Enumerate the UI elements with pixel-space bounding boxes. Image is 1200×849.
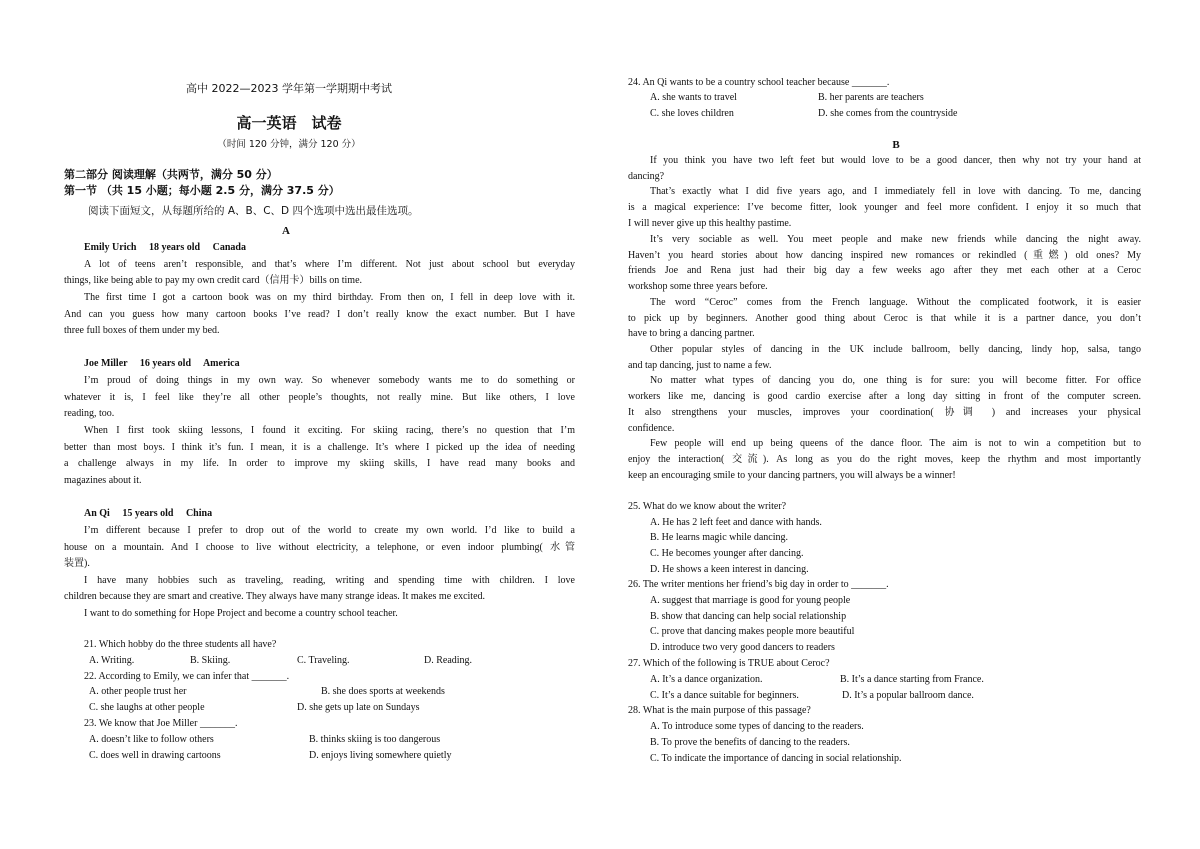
option-a: A. It’s a dance organization.	[650, 674, 763, 685]
option-b: B. her parents are teachers	[818, 92, 924, 103]
question-stem: 27. Which of the following is TRUE about Ceroc?	[628, 658, 830, 669]
passage-line: I have many hobbies such as traveling, reading, writing and spending time with children. I love	[84, 575, 575, 586]
passage-line: No matter what types of dancing you do, one thing is for sure: you will become fitter. For office	[650, 375, 1141, 386]
question-stem: 23. We know that Joe Miller _______.	[84, 718, 238, 729]
option-d: D. she comes from the countryside	[818, 108, 958, 119]
passage-line: That’s exactly what I did five years ago, and I immediately fell in love with dancing. To me, dancing	[650, 186, 1141, 197]
passage-line: reading, too.	[64, 408, 115, 419]
passage-line: dancing?	[628, 171, 665, 182]
option-b: B. show that dancing can help social relationship	[650, 611, 847, 622]
option-b: B. It’s a dance starting from France.	[840, 674, 984, 685]
passage-line: 装置).	[64, 558, 90, 569]
passage-line: keep an encouraging smile to your dancing partners, you will always be a winner!	[628, 470, 956, 481]
option-a: A. Writing.	[89, 655, 135, 666]
passage-line: The word “Ceroc” comes from the French language. Without the complicated footwork, it is easier	[650, 297, 1141, 308]
option-c: C. prove that dancing makes people more beautiful	[650, 626, 855, 637]
passage-line: house on a mountain. And I choose to live without electricity, a telephone, or even indoor plumbing( 水管	[64, 542, 575, 553]
student-heading: An Qi 15 years old China	[84, 508, 213, 519]
passage-a-label: A	[282, 225, 290, 237]
option-a: A. other people trust her	[89, 686, 187, 697]
part-title: 第二部分 阅读理解（共两节，满分 50 分）	[64, 168, 278, 181]
passage-line: a challenge always in my life. In order to improve my skiing skills, I have read many books and	[64, 458, 575, 469]
passage-line: better than most boys. I think it’s fun. I mean, it is a challenge. It’s where I picked up the idea of needing	[64, 442, 575, 453]
passage-line: friends Joe and Rena just had their big day a few weeks ago after they met each other at a Ceroc	[628, 265, 1141, 276]
passage-line: I want to do something for Hope Project and become a country school teacher.	[84, 608, 398, 619]
option-c: C. Traveling.	[297, 655, 350, 666]
question-stem: 28. What is the main purpose of this passage?	[628, 705, 811, 716]
passage-line: And can you guess how many cartoon books I’ve read? I don’t really know the exact number. But I have	[64, 309, 575, 320]
passage-line: When I first took skiing lessons, I found it exciting. For skiing racing, there’s no question that I’m	[84, 425, 575, 436]
option-d: D. Reading.	[424, 655, 473, 666]
question-stem: 25. What do we know about the writer?	[628, 501, 787, 512]
student-heading: Joe Miller 16 years old America	[84, 358, 240, 369]
passage-line: A lot of teens aren’t responsible, and that’s where I’m different. Not just about school but everyday	[84, 259, 575, 270]
option-b: B. Skiing.	[190, 655, 231, 666]
option-a: A. suggest that marriage is good for young people	[650, 595, 851, 606]
passage-line: workshop some three years before.	[628, 281, 768, 292]
passage-line: Few people will end up being queens of the dance floor. The aim is not to win a competition but to	[650, 438, 1141, 449]
option-b: B. thinks skiing is too dangerous	[309, 734, 441, 745]
time-info: （时间 120 分钟，满分 120 分）	[217, 139, 361, 150]
option-a: A. doesn’t like to follow others	[89, 734, 214, 745]
option-c: C. He becomes younger after dancing.	[650, 548, 804, 559]
passage-line: I’m different because I prefer to drop out of the world to create my own world. I’d like to build a	[84, 525, 575, 536]
passage-line: The first time I got a cartoon book was on my third birthday. From then on, I fell in deep love with it.	[84, 292, 575, 303]
passage-line: confidence.	[628, 423, 675, 434]
student-heading: Emily Urich 18 years old Canada	[84, 242, 246, 253]
passage-line: and tap dancing, just to name a few.	[628, 360, 772, 371]
passage-line: three full boxes of them under my bed.	[64, 325, 220, 336]
question-stem: 22. According to Emily, we can infer that _______.	[84, 671, 290, 682]
passage-line: Other popular styles of dancing in the UK include ballroom, belly dancing, lindy hop, salsa, tango	[650, 344, 1141, 355]
option-d: D. It’s a popular ballroom dance.	[842, 690, 974, 701]
option-c: C. she loves children	[650, 108, 734, 119]
option-b: B. To prove the benefits of dancing to the readers.	[650, 737, 850, 748]
subject-title: 高一英语 试卷	[236, 114, 342, 132]
passage-line: is a magical experience: I’ve become fitter, look younger and feel more confident. I enjoy it so much that	[628, 202, 1141, 213]
option-a: A. He has 2 left feet and dance with hands.	[650, 517, 822, 528]
question-stem: 24. An Qi wants to be a country school teacher because _______.	[628, 77, 890, 88]
option-d: D. introduce two very good dancers to readers	[650, 642, 835, 653]
question-stem: 26. The writer mentions her friend’s big day in order to _______.	[628, 579, 889, 590]
instruction: 阅读下面短文，从每题所给的 A、B、C、D 四个选项中选出最佳选项。	[88, 205, 419, 217]
option-a: A. she wants to travel	[650, 92, 737, 103]
option-b: B. she does sports at weekends	[321, 686, 445, 697]
passage-line: workers like me, dancing is good cardio exercise after a long day sitting in front of the computer screen.	[628, 391, 1141, 402]
passage-line: whatever it is, I feel like they’re all other people’s thoughts, not really mine. But like others, I love	[64, 392, 575, 403]
passage-b-label: B	[892, 139, 900, 151]
passage-line: It also strengthens your muscles, improves your coordination( 协调 ) and increases your physical	[628, 407, 1141, 418]
section-title: 第一节 （共 15 小题；每小题 2.5 分，满分 37.5 分）	[64, 184, 340, 197]
passage-line: have to bring a dancing partner.	[628, 328, 755, 339]
option-d: D. she gets up late on Sundays	[297, 702, 420, 713]
question-stem: 21. Which hobby do the three students all have?	[84, 639, 277, 650]
option-d: D. enjoys living somewhere quietly	[309, 750, 452, 761]
passage-line: children because they are smart and creative. They always have many strange ideas. It makes me excited.	[64, 591, 486, 602]
option-c: C. she laughs at other people	[89, 702, 205, 713]
option-c: C. To indicate the importance of dancing in social relationship.	[650, 753, 902, 764]
passage-line: magazines about it.	[64, 475, 142, 486]
passage-line: to pick up by beginners. Another good thing about Ceroc is that while it is a partner dance, you don’t	[628, 313, 1141, 324]
passage-line: things, like being able to pay my own credit card（信用卡）bills on time.	[64, 275, 363, 286]
passage-line: If you think you have two left feet but would love to be a good dancer, then why not try your hand at	[650, 155, 1141, 166]
option-d: D. He shows a keen interest in dancing.	[650, 564, 809, 575]
passage-line: It’s very sociable as well. You meet people and make new friends while dancing the night away.	[650, 234, 1141, 245]
passage-line: Haven’t you heard stories about how dancing inspired new romances or rekindled (重燃) old ones? My	[628, 250, 1141, 261]
option-c: C. It’s a dance suitable for beginners.	[650, 690, 799, 701]
passage-line: I will never give up this healthy pastime.	[628, 218, 792, 229]
option-c: C. does well in drawing cartoons	[89, 750, 221, 761]
option-b: B. He learns magic while dancing.	[650, 532, 789, 543]
passage-line: I’m proud of doing things in my own way. So whenever somebody wants me to do something or	[84, 375, 575, 386]
passage-line: enjoy the interaction( 交流). As long as you do the right moves, keep the rhythm and most importantly	[628, 454, 1141, 465]
option-a: A. To introduce some types of dancing to the readers.	[650, 721, 864, 732]
exam-title: 高中 2022—2023 学年第一学期期中考试	[186, 82, 392, 95]
